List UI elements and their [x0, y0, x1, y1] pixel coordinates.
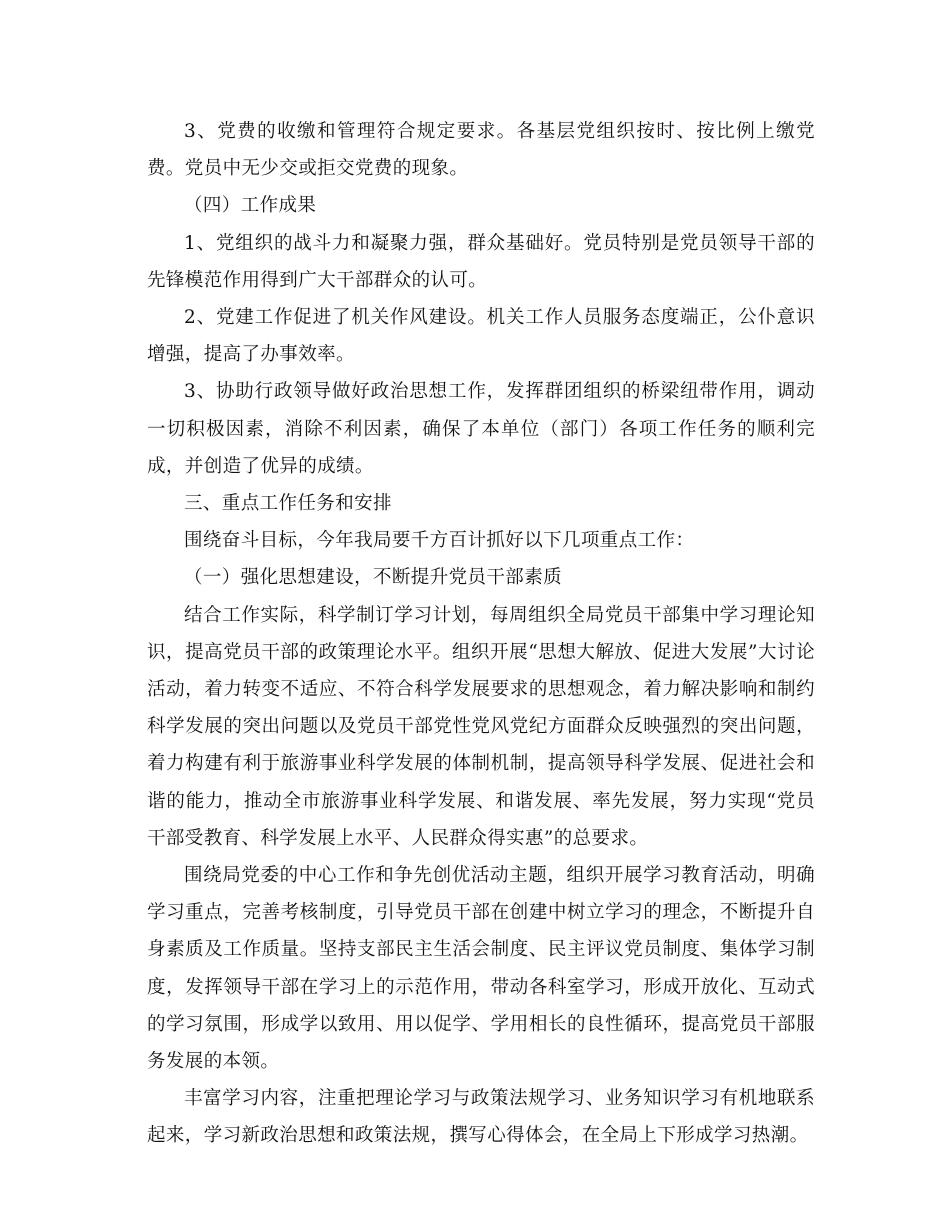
paragraph-study-content: 丰富学习内容，注重把理论学习与政策法规学习、业务知识学习有机地联系起来，学习新政治思想和政策法规，撰写心得体会，在全局上下形成学习热潮。: [147, 1088, 815, 1147]
subsection-heading-ideology: （一）强化思想建设，不断提升党员干部素质: [184, 567, 563, 589]
paragraph-result-1: 1、党组织的战斗力和凝聚力强，群众基础好。党员特别是党员领导干部的先锋模范作用得到广大干部群众的认可。: [147, 232, 815, 291]
paragraph-result-2: 2、党建工作促进了机关作风建设。机关工作人员服务态度端正，公仆意识增强，提高了办事效率。: [147, 307, 815, 366]
paragraph-key-tasks-intro: 围绕奋斗目标，今年我局要千方百计抓好以下几项重点工作：: [184, 530, 695, 552]
section-heading-work-results: （四）工作成果: [184, 195, 317, 217]
document-body: [147, 113, 815, 1155]
paragraph-study-plan: 结合工作实际，科学制订学习计划，每周组织全局党员干部集中学习理论知识，提高党员干部的政策理论水平。组织开展“思想大解放、促进大发展”大讨论活动，着力转变不适应、不符合科学发展要求的思想观念，着力解决影响和制约科学发展的突出问题以及党员干部党性党风党纪方面群众反映强烈的突出问题，着力构建有利于旅游事业科学发展的体制机制，提高领导科学发展、促进社会和谐的能力，推动全市旅游事业科学发展、和谐发展、率先发展，努力实现“党员干部受教育、科学发展上水平、人民群众得实惠”的总要求。: [147, 604, 815, 849]
section-heading-key-tasks: 三、重点工作任务和安排: [184, 493, 392, 515]
paragraph-party-dues: 3、党费的收缴和管理符合规定要求。各基层党组织按时、按比例上缴党费。党员中无少交或拒交党费的现象。: [147, 121, 815, 180]
paragraph-result-3: 3、协助行政领导做好政治思想工作，发挥群团组织的桥梁纽带作用，调动一切积极因素，消除不利因素，确保了本单位（部门）各项工作任务的顺利完成，并创造了优异的成绩。: [147, 381, 815, 477]
paragraph-study-activities: 围绕局党委的中心工作和争先创优活动主题，组织开展学习教育活动，明确学习重点，完善考核制度，引导党员干部在创建中树立学习的理念，不断提升自身素质及工作质量。坚持支部民主生活会制度、民主评议党员制度、集体学习制度，发挥领导干部在学习上的示范作用，带动各科室学习，形成开放化、互动式的学习氛围，形成学以致用、用以促学、学用相长的良性循环，提高党员干部服务发展的本领。: [147, 865, 815, 1073]
